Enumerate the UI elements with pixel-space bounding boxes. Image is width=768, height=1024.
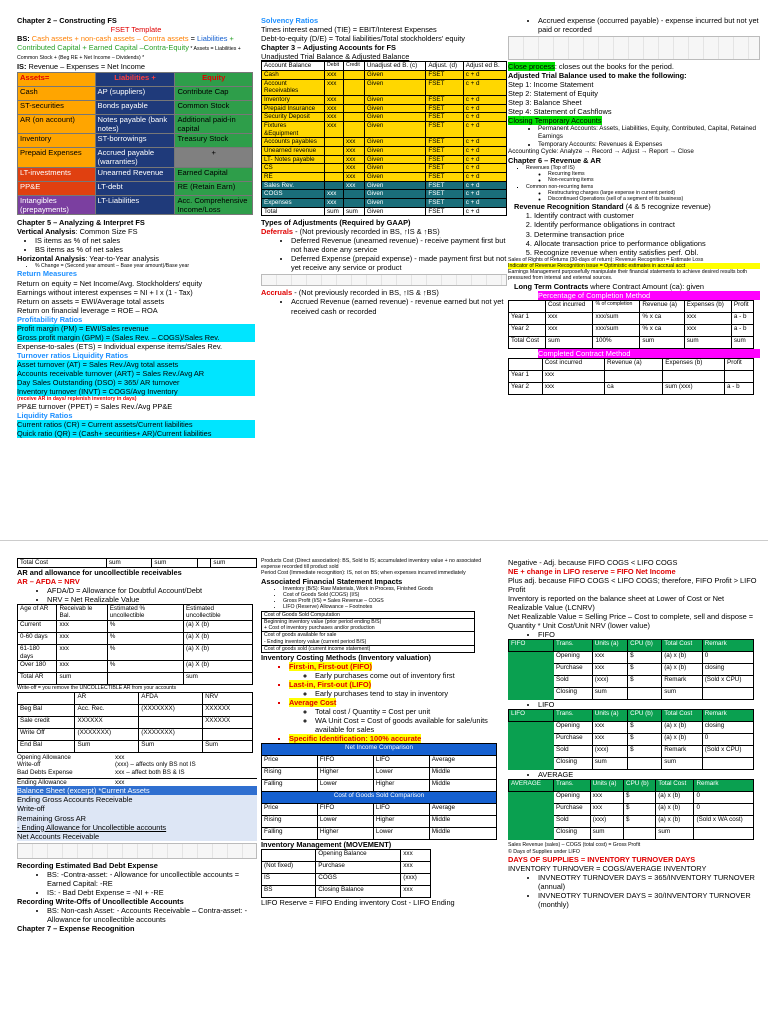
table-row: Total sum sum Given FSET c + d	[262, 207, 507, 216]
costing-methods-list	[261, 662, 501, 743]
ccm-table	[508, 358, 754, 395]
table-header-row: FIFO Trans. Units (a) CPU (b) Total Cost Remark	[509, 640, 754, 652]
bs-grid-row: AR (on account) Notes payable (bank notes) Additional paid-in capital	[18, 114, 253, 134]
deferrals-list	[261, 236, 507, 272]
note-line: Net Realizable Value = Selling Price – Cost to complete, sell and dispose = Quantity * Unit Cost/Unit NRV (lower value)	[508, 612, 754, 631]
allowance-line: Opening Allowance xxx	[17, 753, 125, 761]
closing-temp-accounts: Closing Temporary Accounts	[508, 116, 602, 126]
adjusting-accounts-column	[261, 16, 507, 516]
formula-line: Return on assets = EWI/Average total assets	[17, 296, 165, 306]
table-row: Sold (xxx) $ Remark (Sold x CPU)	[509, 676, 754, 688]
table-row: Opening Balance xxx	[262, 850, 431, 862]
list-item: • NRV = Net Realizable Value	[47, 595, 257, 604]
days-of-supplies-note: © Days of Supplies under LIFO	[508, 848, 580, 855]
formula-line: Earnings without interest expenses = NI + I x (1 - Tax)	[17, 287, 193, 297]
accounts-list	[508, 125, 760, 148]
solvency-ratios-title: Solvency Ratios	[261, 16, 319, 25]
formula-line: Accounts receivable turnover (ART) = Sales Rev./Avg AR	[17, 369, 255, 378]
nic-body	[262, 768, 497, 792]
formula-line: Inventory turnover (INVT) = COGS/Avg Inventory	[17, 387, 255, 396]
list-item: ◦ Total cost / Quantity = Cost per unit	[315, 707, 501, 716]
list-item: • Percentage of Completion Method	[538, 291, 760, 300]
bad-debt-list	[17, 870, 257, 897]
formula-line: Return on financial leverage = ROE – ROA	[17, 305, 158, 315]
formula-line: Quick ratio (QR) = (Cash+ securities+ AR)/Current liabilities	[17, 429, 255, 438]
table-row: RE xxx Given FSET c + d	[262, 172, 507, 181]
table-row: Opening xxx $ (a) x (b) 0	[509, 792, 754, 804]
chapter-6-title: Chapter 6 – Revenue & AR	[508, 155, 601, 165]
average-label: • AVERAGE	[538, 770, 760, 779]
profitability-ratios-title: Profitability Ratios	[17, 314, 83, 324]
bs-grid-row: Prepaid Expenses Accrued payable (warranties) +	[18, 148, 253, 168]
list-item: • Deferred Revenue (unearned revenue) - receive payment first but not have done any service	[291, 236, 507, 254]
chapter-3-title: Chapter 3 – Adjusting Accounts for FS	[261, 43, 396, 53]
chapter-2-title: Chapter 2 – Constructing FS	[17, 16, 117, 25]
im-body	[262, 850, 431, 898]
inventory-movement-title: Inventory Management (MOVEMENT)	[261, 840, 392, 850]
bse-title: Balance Sheet (excerpt) *Current Assets	[17, 786, 257, 795]
formula-line: Expense-to-sales (ETS) = Individual expense items/Sales Rev.	[17, 341, 223, 351]
chapter-5-title: Chapter 5 – Analyzing & Interpret FS	[17, 218, 145, 228]
close-process-line: Close process: closes out the books for the period.	[508, 62, 674, 72]
list-item: 4. Allocate transaction price to performance obligations	[534, 239, 760, 248]
table-row: Rising Higher Lower Middle	[262, 768, 497, 780]
bse-line: Net Accounts Receivable	[17, 831, 100, 841]
costing-methods-title: Inventory Costing Methods (Inventory valuation)	[261, 653, 431, 663]
revenue-column	[508, 16, 760, 516]
bse-line: Write-off	[17, 804, 45, 814]
table-row: Sold (xxx) $ Remark (Sold x CPU)	[509, 746, 754, 758]
table-row: Current xxx % (a) X (b)	[18, 621, 253, 633]
estimated-bad-debt-title: Recording Estimated Bad Debt Expense	[17, 860, 158, 870]
table-row: Cash xxx Given FSET c + d	[262, 70, 507, 79]
rev-rec-standard: Revenue Recognition Standard (4 & 5 recognize revenue)	[514, 202, 711, 212]
fifo-label: • FIFO	[538, 630, 760, 639]
write-off-body	[18, 704, 253, 752]
horizontal-analysis: Horizontal Analysis: Year-to-Year analysis	[17, 254, 159, 264]
formula-line: Debt-to-equity (D/E) = Total liabilities/Total stockholders' equity	[261, 34, 465, 44]
list-item: • Cost of Goods Sold (COGS) (I/S)	[283, 592, 501, 598]
turnover-ratios-title: Turnover ratios Liquidity Ratios	[17, 350, 129, 360]
liquidity-ratios-title: Liquidity Ratios	[17, 411, 73, 421]
period-cost-note: Period Cost (Immediate recognition): IS, not on BS; when expenses incurred immediately	[261, 570, 466, 577]
table-row: BS Closing Balance xxx	[262, 886, 431, 898]
table-row: Purchase xxx $ (a) x (b) 0	[509, 734, 754, 746]
bs-grid-row: PP&E LT-debt RE (Retain Earn)	[18, 181, 253, 195]
earnings-management: Earnings Management purposefully manipulate their financial statements to achieve desired results both pressured from internal and external sources.	[508, 269, 748, 282]
trial-balance-body	[262, 70, 507, 215]
table-row: Falling Higher Lower Middle	[262, 828, 497, 840]
list-item: • Permanent Accounts: Assets, Liabilities, Equity, Contributed, Capital, Retained Earnings	[538, 125, 760, 140]
lifo-reserve-line: LIFO Reserve = FIFO Ending inventory Cost - LIFO Ending	[261, 898, 455, 908]
ar-definitions	[17, 586, 257, 604]
bs-grid-header: Assets= Liabilities + Equity	[18, 72, 253, 86]
table-row: Opening xxx $ (a) x (b) closing	[509, 722, 754, 734]
bse-line: Remaining Gross AR	[17, 813, 87, 823]
lifo-label: • LIFO	[538, 700, 760, 709]
trial-balance-table	[261, 61, 507, 216]
lifo-body	[509, 722, 754, 770]
gross-profit-line: Sales Revenue (sales) – COGS (total cost) = Gross Profit	[508, 842, 641, 849]
table-row: Rising Lower Higher Middle	[262, 816, 497, 828]
list-item: ◦ Recurring Items	[548, 171, 760, 177]
table-row: Accounts payables xxx Given FSET c + d	[262, 138, 507, 147]
formula-line: PP&E turnover (PPET) = Sales Rev./Avg PP&E	[17, 402, 173, 412]
balance-sheet-grid	[17, 72, 253, 216]
adjusted-trial-balance-title: Adjusted Trial Balance used to make the following:	[508, 71, 687, 81]
table-row: Year 1 xxx	[509, 370, 754, 382]
lifo-fifo-column	[508, 558, 760, 1024]
list-item: • Gross Profit (I/S) = Sales Revenue – COGS	[283, 598, 501, 604]
formula-line: Times interest earned (TIE) = EBIT/Interest Expenses	[261, 25, 437, 35]
ar-allowance-title: AR and allowance for uncollectible receivables	[17, 567, 182, 577]
pcm-table	[508, 300, 754, 349]
write-offs-title: Recording Write-Offs of Uncollectible Accounts	[17, 896, 184, 906]
note-line: Plus adj. because FIFO COGS < LIFO COGS; therefore, FIFO Profit > LIFO Profit	[508, 576, 757, 595]
turnover-note: (receive AR in days/ replenish inventory in days)	[17, 395, 137, 402]
table-row: Unearned revenue xxx Given FSET c + d	[262, 146, 507, 155]
product-cost-note: Products Cost (Direct association): BS, Sold to IS; accumulated inventory value + no associated expense recorded till product sold	[261, 558, 482, 571]
fifo-table	[508, 639, 754, 700]
write-off-note: Write-off = you remove the UNCOLLECTIBLE AR from your accounts	[17, 685, 177, 692]
list-item: • Deferred Expense (prepaid expense) - made payment first but not yet receive any service or product	[291, 254, 507, 272]
table-row: Total Cost sum 100% sum sum sum	[509, 336, 754, 348]
fs-impacts-list	[261, 586, 501, 611]
pcm-heading	[508, 291, 760, 300]
rev-rec-issue: Indicator of Revenue Recognition issue = Optimistic estimates in accrual acct	[508, 263, 760, 269]
list-item: ▪ Common non-recurring items ◦ Restructuring charges (large expense in current period) ◦ Discontinued Operations (sell of a segment of its business)	[526, 184, 760, 203]
average-body	[509, 792, 754, 840]
write-offs-list	[17, 906, 257, 924]
table-row: End Bal Sum Sum Sum	[18, 740, 253, 752]
list-item: • % Change = (Second year amount – Base year amount)/Base year	[35, 263, 255, 269]
list-item: ◦ Restructuring charges (large expense in current period)	[548, 190, 760, 196]
table-row: Closing sum sum	[509, 828, 754, 840]
bs-grid-row: Cash AP (suppliers) Contribute Cap	[18, 86, 253, 100]
formula-line: Profit margin (PM) = EWI/Sales revenue	[17, 324, 255, 333]
table-header-row: Cost incurred Revenue (a) Expenses (b) Profit	[509, 358, 754, 370]
formula-line: Day Sales Outstanding (DSO) = 365/ AR turnover	[17, 378, 255, 387]
aging-table	[17, 604, 253, 686]
list-item: ◦ Discontinued Operations (sell of a segment of its business)	[548, 196, 760, 202]
write-off-table	[17, 692, 253, 753]
table-row: Account Receivables xxx Given FSET c + d	[262, 79, 507, 95]
table-row: Closing sum sum	[509, 688, 754, 700]
table-row: (Not fixed) Purchase xxx	[262, 862, 431, 874]
table-row: 61-180 days xxx % (a) X (b)	[18, 645, 253, 661]
list-item: ▪ Revenues (Top of IS) ◦ Recurring Items ◦ Non-recurring items	[526, 165, 760, 184]
cgsc-body	[262, 816, 497, 840]
table-row: Fixtures &Equipment xxx Given FSET c + d	[262, 121, 507, 137]
long-term-contracts: Long Term Contracts where Contract Amount (ca): given	[514, 281, 705, 291]
list-item: • Inventory (B/S): Raw Materials, Work in Process, Finished Goods	[283, 586, 501, 592]
list-item: • Completed Contract Method	[538, 349, 760, 358]
accruals-line: Accruals - (Not previously recorded in BS, ↑IS & ↑BS)	[261, 288, 439, 298]
inventory-turnover: INVENTORY TURNOVER = COGS/AVERAGE INVENTORY	[508, 863, 707, 873]
inventory-movement-table	[261, 849, 431, 898]
table-row: CS xxx Given FSET c + d	[262, 164, 507, 173]
bs-grid-row: Intangibles (prepayments) LT-Liabilities Acc. Comprehensive Income/Loss	[18, 195, 253, 215]
table-row: Over 180 xxx % (a) X (b)	[18, 661, 253, 673]
accruals-list	[261, 297, 507, 315]
table-header-row: Account Balance Debit Credit Unadjust ed B. (c) Adjust. (d) Adjust ed B.	[262, 62, 507, 71]
list-item: ◦ WA Unit Cost = Cost of goods available for sale/units available for sales	[315, 716, 501, 734]
table-row: IS COGS (xxx)	[262, 874, 431, 886]
formula-line: Current ratios (CR) = Current assets/Current liabilities	[17, 420, 255, 429]
list-item: • INVNEOTRY TURNOVER DAYS = 30/INVENTORY TURNOVER (monthly)	[538, 891, 760, 909]
step-line: Step 3: Balance Sheet	[508, 98, 582, 108]
table-row: 0-60 days xxx % (a) X (b)	[18, 633, 253, 645]
adjustment-types-title: Types of Adjustments (Required by GAAP)	[261, 218, 411, 228]
fset-template-title: FSET Template	[110, 25, 162, 35]
list-item: • INVNEOTRY TURNOVER DAYS = 365/INVENTORY TURNOVER (annual)	[538, 873, 760, 891]
fs-impacts-title: Associated Financial Statement Impacts	[261, 576, 403, 586]
receivables-column	[17, 558, 257, 1022]
cogs-computation-box: Cost of Goods Sold Computation Beginning inventory value (prior period ending B/S) + Cost of inventory purchases and/or production Cost of goods available for sale - Ending inventory value (current period B/S) Cost of goods sold (current income statement)	[261, 611, 475, 653]
note-line: Negative - Adj. because FIFO COGS < LIFO COGS	[508, 558, 678, 567]
ccm-heading	[508, 349, 760, 358]
table-row: Beg Bal Acc. Rec. (XXXXXXX) XXXXXX	[18, 704, 253, 716]
allowance-line: Ending Allowance xxx	[17, 778, 257, 787]
list-item: • AFDA/D = Allowance for Doubtful Account/Debt	[47, 586, 257, 595]
table-row: Year 2 xxx ca sum (xxx) a - b	[509, 382, 754, 394]
step-line: Step 2: Statement of Equity	[508, 89, 598, 99]
table-row: Inventory xxx Given FSET c + d	[262, 95, 507, 104]
bs-grid-row: LT-investments Unearned Revenue Earned Capital	[18, 167, 253, 181]
accrued-expense-list	[508, 16, 760, 34]
revenues-list	[508, 165, 760, 202]
table-row: Security Deposit xxx Given FSET c + d	[262, 113, 507, 122]
table-row: COGS xxx Given FSET c + d	[262, 190, 507, 199]
table-header-row: AR AFDA NRV	[18, 692, 253, 704]
table-header-row: Cost incurred % of completion Revenue (a) Expenses (b) Profit	[509, 300, 754, 312]
list-item: 1. Identify contract with customer	[534, 211, 760, 220]
formula-line: Asset turnover (AT) = Sales Rev./Avg total assets	[17, 360, 255, 369]
table-row: LT- Notes payable xxx Given FSET c + d	[262, 155, 507, 164]
step-line: Step 4: Statement of Cashflows	[508, 107, 612, 117]
table-row: Closing sum sum	[509, 758, 754, 770]
bs-grid-row: ST-securities Bonds payable Common Stock	[18, 100, 253, 114]
list-item: ▪ Specific Identification: 100% accurate	[289, 734, 501, 743]
deferrals-line: Deferrals - (Not previously recorded in BS, ↑IS & ↑BS)	[261, 227, 440, 237]
turnover-days-list	[508, 873, 760, 909]
chapter-7-title: Chapter 7 – Expense Recognition	[17, 923, 135, 933]
trial-balance-title: Unadjusted Trial Balance & Adjusted Balance	[261, 52, 410, 62]
note-line: NE + change in LIFO reserve = FIFO Net Income	[508, 567, 676, 577]
rev-rec-steps	[508, 211, 760, 256]
ar-entry-strip	[17, 843, 257, 859]
table-header-row: Price FIFO LIFO Average	[262, 804, 497, 816]
bse-line: Ending Gross Accounts Receivable	[17, 795, 133, 805]
bs-equation: BS: Cash assets + non-cash assets – Contra assets = Liabilities + Contributed Capital + Earned Capital –Contra-Equity * Assets = Liabilities + Common Stock + (Beg RE + Net Income – Dividends) *	[17, 34, 241, 62]
list-item: • IS: - Bad Debt Expense = -NI + -RE	[47, 888, 257, 897]
allowance-line: Write-off (xxx) – affects only BS not IS	[17, 761, 196, 769]
list-item: • Accrued Revenue (earned revenue) - revenue earned but not yet received cash or recorded	[291, 297, 507, 315]
list-item: • BS: Non-cash Asset: - Accounts Receivable – Contra-asset: -Allowance for uncollectible accounts	[47, 906, 257, 924]
table-row: Purchase xxx $ (a) x (b) 0	[509, 804, 754, 816]
list-item: • IS items as % of net sales	[35, 236, 255, 245]
allowance-line: Bad Debts Expense xxx – affect both BS & IS	[17, 769, 185, 777]
net-income-comparison: Net Income Comparison Price FIFO LIFO Average Rising Higher Lower Middle Falling Lower Higher Middle Cost of Goods Sold Comparison Price FIFO LIFO Average Rising Lower Higher Middle Falling Higher Lower Middle	[261, 743, 497, 840]
bs-grid-row: Inventory ST-borrowings Treasury Stock	[18, 134, 253, 148]
formula-line: Return on equity = Net Income/Avg. Stockholders' equity	[17, 278, 203, 288]
rights-of-return: Sales of Rights of Returns (30-days of return): Revenue Recognition = Estimate Loss	[508, 256, 704, 263]
list-item: ◦ Non-recurring items	[548, 177, 760, 183]
list-item: • BS items as % of net sales	[35, 245, 255, 254]
days-of-supplies: DAYS OF SUPPLIES = INVENTORY TURNOVER DAYS	[508, 854, 696, 864]
table-header-row: Age of AR Receivab le Bal. Estimated % uncollectible Estimated uncollectible	[18, 604, 253, 620]
list-item: ◦ Early purchases come out of inventory first	[315, 671, 501, 680]
list-item: 2. Identify performance obligations in contract	[534, 220, 760, 229]
deferral-entry-strip	[261, 274, 507, 286]
table-row: Sale credit XXXXXX XXXXXX	[18, 716, 253, 728]
total-cost-row: Total Cost sum sum sum	[17, 558, 257, 568]
table-row: Total AR sum sum	[18, 673, 253, 685]
table-row: Prepaid Insurance xxx Given FSET c + d	[262, 104, 507, 113]
table-header-row: AVERAGE Trans. Units (a) CPU (b) Total Cost Remark	[509, 780, 754, 792]
table-row: Sales Rev. xxx Given FSET c + d	[262, 181, 507, 190]
aging-body	[18, 621, 253, 685]
is-equation: IS: Revenue – Expenses = Net Income	[17, 61, 145, 71]
step-line: Step 1: Income Statement	[508, 80, 594, 90]
list-item: 5. Recognize revenue when entity satisfies perf. Obl.	[534, 248, 760, 257]
return-measures-title: Return Measures	[17, 269, 77, 279]
fifo-body	[509, 652, 754, 700]
inventory-costing-column	[261, 558, 501, 1024]
bse-line: - Ending Allowance for Uncollectible accounts	[17, 822, 167, 832]
table-row: Year 2 xxx xxx/sum % x ca xxx a - b	[509, 324, 754, 336]
list-item: • LIFO (Reserve) Allowance – Footnotes	[283, 604, 501, 610]
table-row: Year 1 xxx xxx/sum % x ca xxx a - b	[509, 312, 754, 324]
list-item: • Temporary Accounts: Revenues & Expenses	[538, 141, 760, 149]
table-row: Expenses xxx Given FSET c + d	[262, 198, 507, 207]
ar-equation: AR – AFDA = NRV	[17, 576, 80, 586]
average-table	[508, 779, 754, 840]
list-item: ▪ Average Cost ◦ Total cost / Quantity = Cost per unit ◦ WA Unit Cost = Cost of goods available for sale/units available for sales	[289, 698, 501, 734]
list-item: • Accrued expense (occurred payable) - expense incurred but not yet paid or recorded	[538, 16, 760, 34]
list-item: ◦ Early purchases tend to stay in inventory	[315, 689, 501, 698]
table-row: Falling Lower Higher Middle	[262, 780, 497, 792]
accounting-cycle: Accounting Cycle: Analyze → Record → Adjust → Report → Close	[508, 148, 694, 156]
fs-template-column	[17, 16, 255, 528]
note-line: Inventory is reported on the balance sheet at Lower of Cost or Net Realizable Value (LCNRV)	[508, 594, 725, 613]
allowance-summary	[17, 754, 257, 787]
table-row: Purchase xxx $ (a) x (b) closing	[509, 664, 754, 676]
accrual-entry-strip	[508, 36, 760, 60]
table-header-row: Price FIFO LIFO Average	[262, 756, 497, 768]
table-row: Sold (xxx) $ (a) x (b) (Sold x WA cost)	[509, 816, 754, 828]
balance-sheet-excerpt	[17, 786, 257, 840]
list-item: ▪ Last-in, First-out (LIFO) ◦ Early purchases tend to stay in inventory	[289, 680, 501, 698]
formula-line: Gross profit margin (GPM) = (Sales Rev. – COGS)/Sales Rev.	[17, 333, 255, 342]
list-item: ▪ First-in, First-out (FIFO) ◦ Early purchases come out of inventory first	[289, 662, 501, 680]
pcm-body	[509, 312, 754, 348]
vertical-analysis-list	[17, 236, 255, 254]
list-item: • BS: -Contra-asset: - Allowance for uncollectible accounts = Earned Capital: -RE	[47, 870, 257, 888]
table-header-row: LIFO Trans. Units (a) CPU (b) Total Cost Remark	[509, 710, 754, 722]
list-item: 3. Determine transaction price	[534, 230, 760, 239]
page-divider	[0, 540, 768, 541]
table-row: Opening xxx $ (a) x (b) 0	[509, 652, 754, 664]
lifo-table	[508, 709, 754, 770]
vertical-analysis: Vertical Analysis: Common Size FS	[17, 227, 138, 237]
table-row: Write Off (XXXXXXX) (XXXXXXX)	[18, 728, 253, 740]
ccm-body	[509, 370, 754, 394]
